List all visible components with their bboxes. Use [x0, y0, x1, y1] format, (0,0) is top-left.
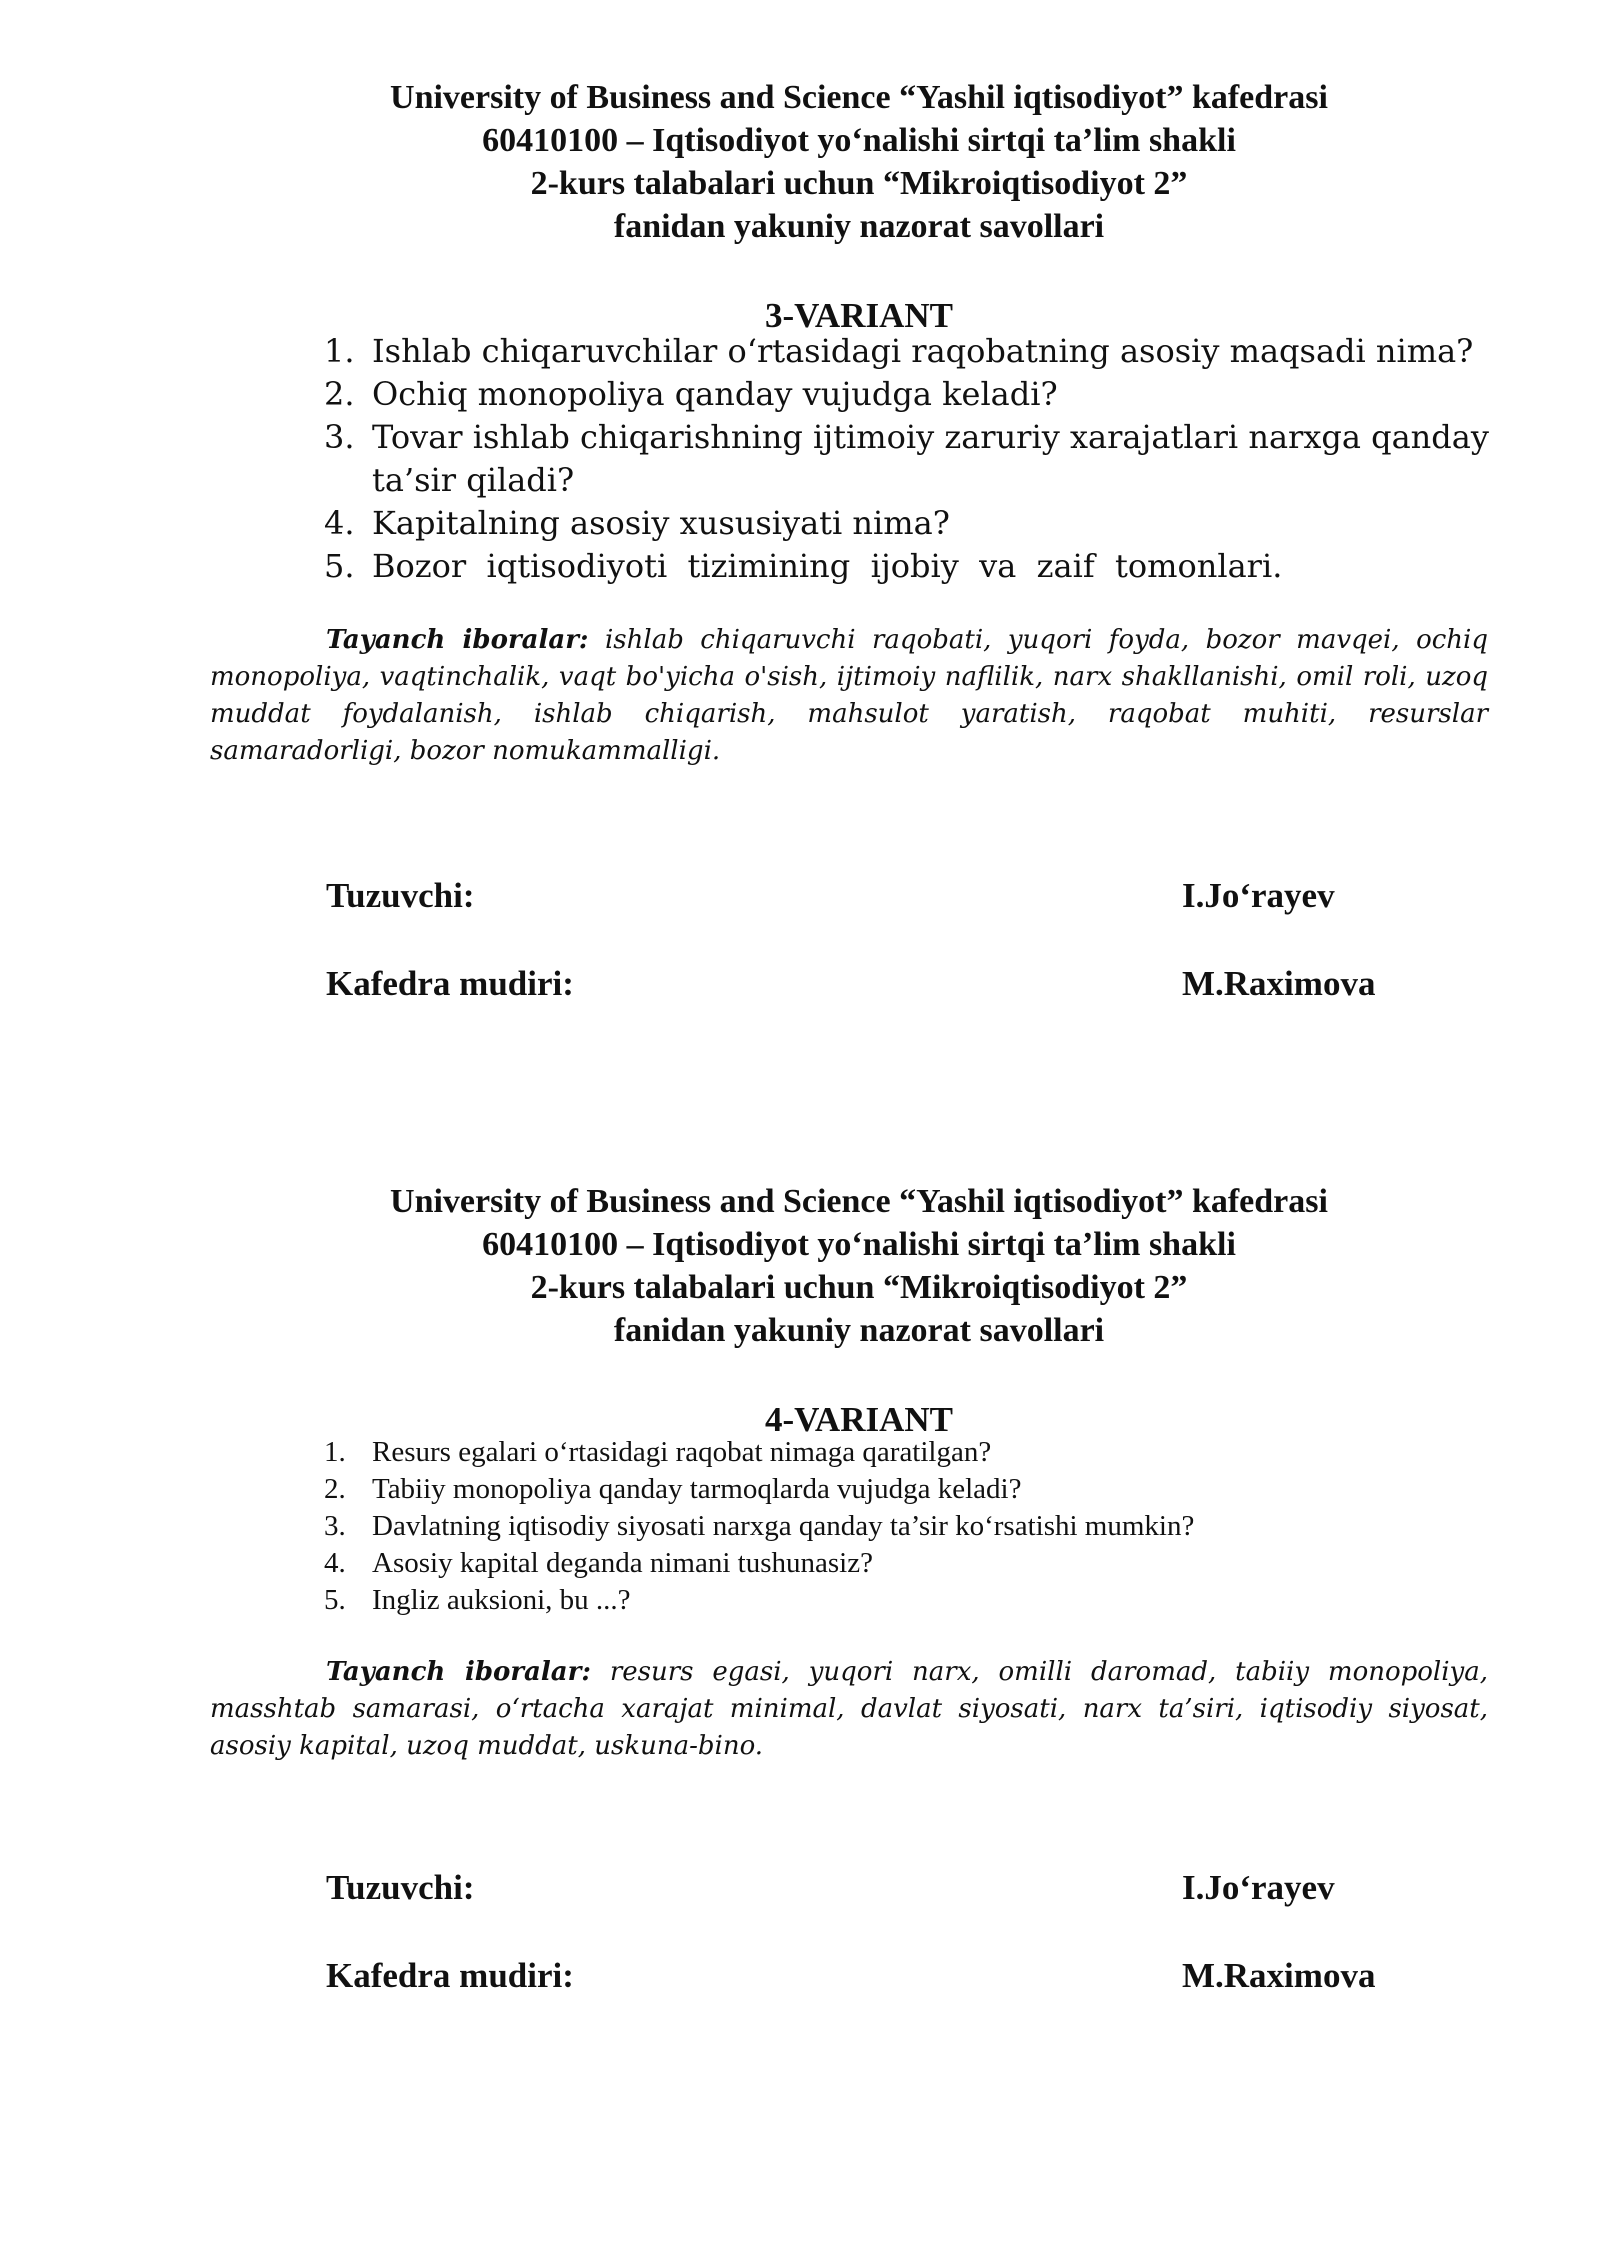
- header-block-variant-3: [0, 76, 1600, 248]
- header-line-program: 60410100 – Iqtisodiyot yo‘nalishi sirtqi ta’lim shakli: [482, 1226, 1236, 1263]
- question-item: 5. Bozor iqtisodiyoti tizimining ijobiy va zaif tomonlari.: [324, 547, 1283, 585]
- header-line-course: 2-kurs talabalari uchun “Mikroiqtisodiyot 2”: [530, 1269, 1188, 1306]
- header-line-course: 2-kurs talabalari uchun “Mikroiqtisodiyot 2”: [530, 165, 1188, 202]
- question-item: 2. Ochiq monopoliya qanday vujudga keladi?: [324, 375, 1058, 413]
- question-list-variant-3: [324, 330, 1510, 588]
- header-line-university: University of Business and Science “Yashil iqtisodiyot” kafedrasi: [390, 79, 1328, 116]
- compiler-label: Tuzuvchi:: [326, 1868, 475, 1907]
- keywords-text: ishlab chiqaruvchi raqobati, yuqori foyda, bozor mavqei, ochiq monopoliya, vaqtinchalik, vaqt bo'yicha o'sish, ijtimoiy naflilik, narx shakllanishi, omil roli, uzoq muddat foydalanish, ishlab chiqarish, mahsulot yaratish, raqobat muhiti, resurslar samaradorligi, bozor nomukammalligi.: [210, 625, 1489, 766]
- question-item: 1. Resurs egalari o‘rtasidagi raqobat nimaga qaratilgan?: [324, 1436, 992, 1468]
- department-head-name: M.Raximova: [1182, 964, 1376, 1003]
- keywords-label: Tayanch iboralar:: [326, 625, 589, 655]
- question-text: Resurs egalari o‘rtasidagi raqobat nimaga qaratilgan?: [372, 1436, 992, 1468]
- question-text: Tabiiy monopoliya qanday tarmoqlarda vujudga keladi?: [372, 1473, 1022, 1505]
- question-text: Ochiq monopoliya qanday vujudga keladi?: [372, 375, 1058, 413]
- question-item: 2. Tabiiy monopoliya qanday tarmoqlarda vujudga keladi?: [324, 1473, 1022, 1505]
- question-item: 4. Asosiy kapital deganda nimani tushunasiz?: [324, 1547, 873, 1579]
- question-text: Ingliz auksioni, bu ...?: [372, 1584, 631, 1616]
- question-text: Bozor iqtisodiyoti tizimining ijobiy va zaif tomonlari.: [372, 547, 1283, 585]
- compiler-label: Tuzuvchi:: [326, 876, 475, 915]
- question-text: Asosiy kapital deganda nimani tushunasiz?: [372, 1547, 873, 1579]
- variant-title: 3-VARIANT: [765, 296, 953, 335]
- keywords-label: Tayanch iboralar:: [326, 1657, 591, 1687]
- question-item: 3. Davlatning iqtisodiy siyosati narxga qanday ta’sir ko‘rsatishi mumkin?: [324, 1510, 1195, 1542]
- keywords-paragraph-variant-3: [210, 622, 1488, 770]
- header-block-variant-4: [0, 1180, 1600, 1352]
- question-item: 1. Ishlab chiqaruvchilar o‘rtasidagi raqobatning asosiy maqsadi nima?: [324, 332, 1474, 370]
- department-head-name: M.Raximova: [1182, 1956, 1376, 1995]
- compiler-name: I.Jo‘rayev: [1182, 876, 1335, 915]
- department-head-label: Kafedra mudiri:: [326, 1956, 574, 1995]
- header-line-program: 60410100 – Iqtisodiyot yo‘nalishi sirtqi ta’lim shakli: [482, 122, 1236, 159]
- variant-title: 4-VARIANT: [765, 1400, 953, 1439]
- question-item: 3. Tovar ishlab chiqarishning ijtimoiy zaruriy xarajatlari narxga qanday ta’sir qiladi?: [324, 418, 1489, 499]
- question-item: 5. Ingliz auksioni, bu ...?: [324, 1584, 631, 1616]
- keywords-text: resurs egasi, yuqori narx, omilli daromad, tabiiy monopoliya, masshtab samarasi, o‘rtacha xarajat minimal, davlat siyosati, narx ta’siri, iqtisodiy siyosat, asosiy kapital, uzoq muddat, uskuna-bino.: [210, 1657, 1489, 1761]
- question-item: 4. Kapitalning asosiy xususiyati nima?: [324, 504, 950, 542]
- header-line-subject: fanidan yakuniy nazorat savollari: [613, 1312, 1105, 1349]
- compiler-name: I.Jo‘rayev: [1182, 1868, 1335, 1907]
- keywords-paragraph-variant-4: [210, 1654, 1488, 1765]
- header-line-subject: fanidan yakuniy nazorat savollari: [613, 208, 1105, 245]
- question-text: Tovar ishlab chiqarishning ijtimoiy zaruriy xarajatlari narxga qanday ta’sir qiladi?: [372, 418, 1489, 499]
- question-text: Davlatning iqtisodiy siyosati narxga qanday ta’sir ko‘rsatishi mumkin?: [372, 1510, 1195, 1542]
- header-line-university: University of Business and Science “Yashil iqtisodiyot” kafedrasi: [390, 1183, 1328, 1220]
- question-text: Ishlab chiqaruvchilar o‘rtasidagi raqobatning asosiy maqsadi nima?: [372, 332, 1474, 370]
- department-head-label: Kafedra mudiri:: [326, 964, 574, 1003]
- question-list-variant-4: [324, 1434, 1510, 1619]
- question-text: Kapitalning asosiy xususiyati nima?: [372, 504, 950, 542]
